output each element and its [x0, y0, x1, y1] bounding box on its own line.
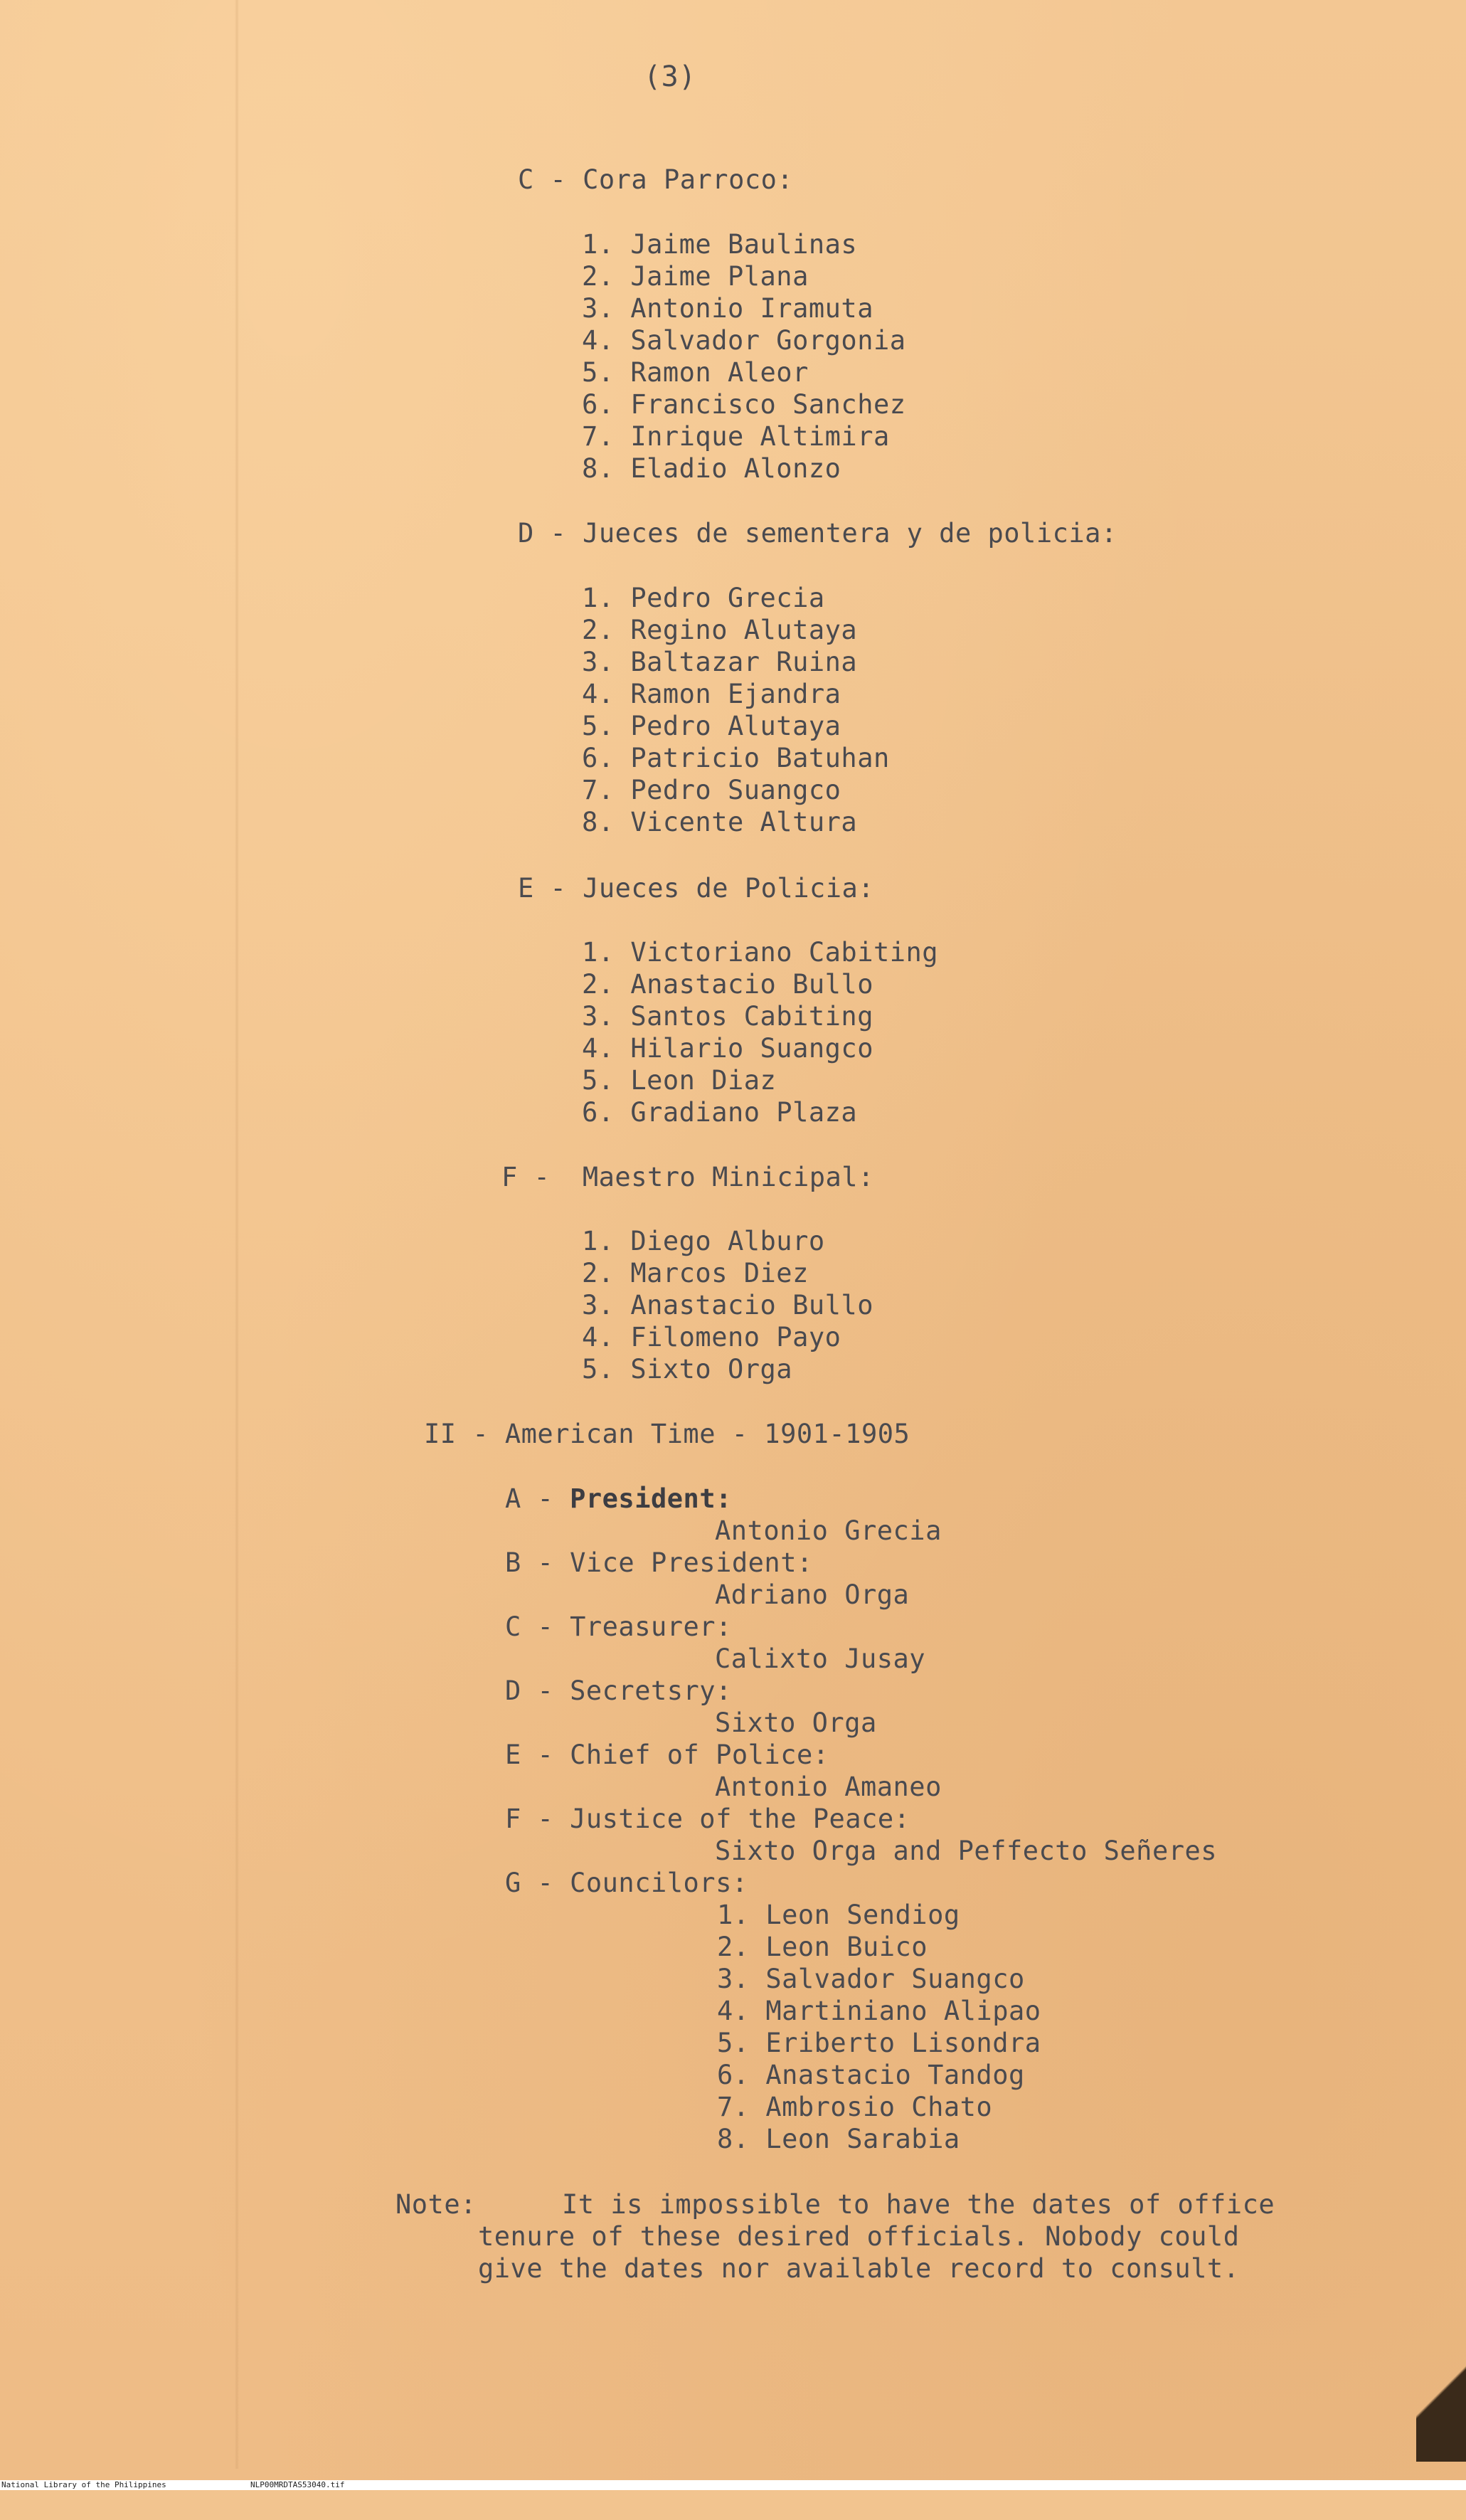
part-ii-heading: II - American Time - 1901-1905: [424, 1419, 910, 1449]
scan-footer: [0, 2480, 1466, 2490]
footer-file: NLP00MRDTAS53040.tif: [250, 2480, 345, 2489]
office-c-label: C - Treasurer:: [505, 1611, 732, 1642]
office-d-label: D - Secretsry:: [505, 1675, 732, 1706]
section-e-heading: E - Jueces de Policia:: [518, 873, 875, 904]
list-item: 2. Jaime Plana: [582, 261, 809, 292]
list-item: 4. Salvador Gorgonia: [582, 325, 906, 356]
list-item: 6. Francisco Sanchez: [582, 389, 906, 420]
office-g-label: G - Councilors:: [505, 1868, 748, 1898]
list-item: 8. Eladio Alonzo: [582, 453, 841, 484]
list-item: 2. Anastacio Bullo: [582, 969, 873, 1000]
note-line: give the dates nor available record to consult.: [478, 2253, 1240, 2284]
list-item: 5. Ramon Aleor: [582, 357, 809, 388]
list-item: 4. Ramon Ejandra: [582, 679, 841, 709]
page-number: (3): [644, 60, 696, 93]
list-item: 3. Baltazar Ruina: [582, 647, 858, 677]
list-item: 8. Vicente Altura: [582, 807, 858, 837]
footer-library: National Library of the Philippines: [1, 2480, 166, 2489]
list-item: 6. Patricio Batuhan: [582, 743, 890, 773]
list-item: 2. Regino Alutaya: [582, 615, 858, 645]
office-c-name: Calixto Jusay: [715, 1643, 926, 1674]
page-corner-shadow: [1416, 2319, 1466, 2462]
office-f-name: Sixto Orga and Peffecto Señeres: [715, 1836, 1218, 1866]
office-f-label: F - Justice of the Peace:: [505, 1804, 910, 1834]
office-a-title: President:: [570, 1483, 732, 1514]
list-item: 6. Gradiano Plaza: [582, 1097, 858, 1128]
list-item: 5. Pedro Alutaya: [582, 711, 841, 741]
list-item: 6. Anastacio Tandog: [717, 2060, 1025, 2090]
list-item: 3. Anastacio Bullo: [582, 1290, 873, 1320]
note-label: Note:: [395, 2189, 477, 2220]
office-b-label: B - Vice President:: [505, 1547, 813, 1578]
list-item: 7. Inrique Altimira: [582, 421, 890, 452]
list-item: 3. Antonio Iramuta: [582, 293, 873, 324]
list-item: 5. Leon Diaz: [582, 1065, 777, 1096]
list-item: 5. Eriberto Lisondra: [717, 2028, 1041, 2058]
note-line: It is impossible to have the dates of office: [562, 2189, 1275, 2220]
list-item: 4. Martiniano Alipao: [717, 1996, 1041, 2026]
list-item: 2. Leon Buico: [717, 1932, 928, 1962]
list-item: 3. Santos Cabiting: [582, 1001, 873, 1032]
list-item: 4. Hilario Suangco: [582, 1033, 873, 1064]
list-item: 5. Sixto Orga: [582, 1354, 793, 1385]
list-item: 8. Leon Sarabia: [717, 2124, 960, 2154]
section-c-heading: C - Cora Parroco:: [518, 164, 794, 195]
office-a-label: A - President:: [505, 1483, 732, 1514]
office-e-name: Antonio Amaneo: [715, 1772, 942, 1802]
office-b-name: Adriano Orga: [715, 1579, 910, 1610]
paper-fold: [235, 0, 239, 2469]
list-item: 7. Pedro Suangco: [582, 775, 841, 805]
section-d-heading: D - Jueces de sementera y de policia:: [518, 518, 1117, 549]
list-item: 1. Leon Sendiog: [717, 1900, 960, 1930]
list-item: 1. Diego Alburo: [582, 1226, 825, 1256]
list-item: 1. Pedro Grecia: [582, 583, 825, 613]
list-item: 3. Salvador Suangco: [717, 1964, 1025, 1994]
section-f-heading: F - Maestro Minicipal:: [501, 1162, 874, 1192]
office-e-label: E - Chief of Police:: [505, 1740, 829, 1770]
list-item: 1. Jaime Baulinas: [582, 229, 858, 260]
list-item: 4. Filomeno Payo: [582, 1322, 841, 1352]
office-d-name: Sixto Orga: [715, 1708, 877, 1738]
office-a-name: Antonio Grecia: [715, 1515, 942, 1546]
list-item: 2. Marcos Diez: [582, 1258, 809, 1288]
list-item: 7. Ambrosio Chato: [717, 2092, 993, 2122]
list-item: 1. Victoriano Cabiting: [582, 937, 939, 968]
note-line: tenure of these desired officials. Nobody could: [478, 2221, 1240, 2252]
